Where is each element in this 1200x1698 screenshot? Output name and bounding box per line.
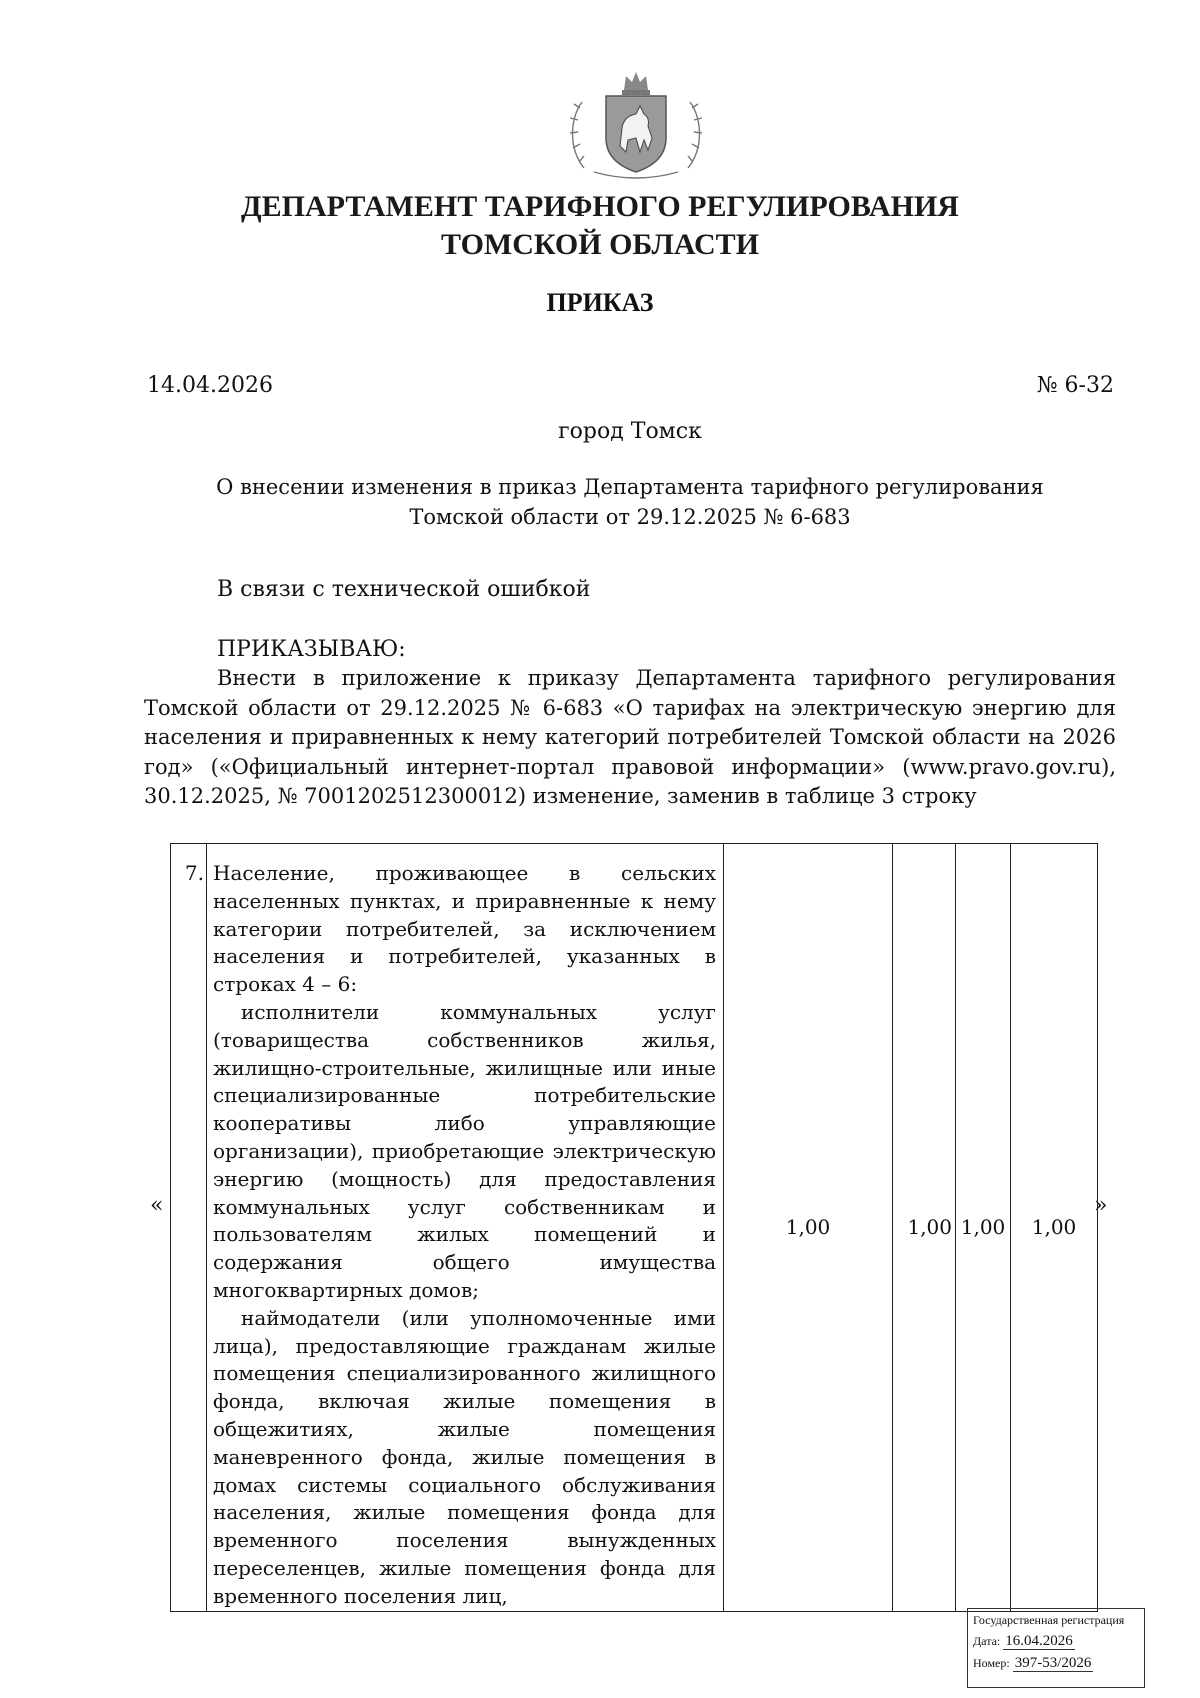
tariff-value-cell: 1,00 bbox=[956, 844, 1011, 1612]
document-city: город Томск bbox=[558, 419, 702, 444]
registration-date-label: Дата: bbox=[973, 1634, 1001, 1648]
tariff-value-cell: 1,00 bbox=[724, 844, 893, 1612]
registration-number-label: Номер: bbox=[973, 1656, 1010, 1670]
tomsk-coat-of-arms-emblem bbox=[566, 68, 706, 180]
description-paragraph-1: Население, проживающее в сельских населенных пунктах, и приравненные к нему категории потребителей, за исключением населения и потребителей, указанных в строках 4 – 6: bbox=[213, 861, 716, 997]
order-directive: ПРИКАЗЫВАЮ: bbox=[217, 637, 406, 662]
document-subject bbox=[180, 472, 1080, 532]
document-date: 14.04.2026 bbox=[147, 373, 273, 398]
amendment-table bbox=[170, 843, 1098, 1612]
department-title-line2: ТОМСКОЙ ОБЛАСТИ bbox=[440, 228, 760, 261]
opening-quote: « bbox=[150, 1193, 164, 1218]
row-description-cell bbox=[207, 844, 724, 1612]
registration-title: Государственная регистрация bbox=[973, 1613, 1125, 1627]
row-number-cell: 7. bbox=[171, 844, 207, 1612]
order-paragraph: Внести в приложение к приказу Департамента тарифного регулирования Томской области от 29.12.2025 № 6-683 «О тарифах на электрическую энергию для населения и приравненных к нему категорий потребителей Томской области на 2026 год» («Официальный интернет-портал правовой информации» (www.pravo.gov.ru), 30.12.2025, № 7001202512300012) изменение, заменив в таблице 3 строку bbox=[144, 666, 1116, 809]
registration-number-value: 397-53/2026 bbox=[1014, 1655, 1092, 1671]
department-title bbox=[0, 188, 1200, 264]
description-paragraph-3: наймодатели (или уполномоченные ими лица), предоставляющие гражданам жилые помещения специализированного жилищного фонда, включая жилые помещения в общежитиях, жилые помещения маневренного фонда, жилые помещения в домах системы социального обслуживания населения, жилые помещения фонда для временного поселения вынужденных переселенцев, жилые помещения фонда для временного поселения лиц, bbox=[213, 1305, 716, 1608]
subject-line2: Томской области от 29.12.2025 № 6-683 bbox=[409, 505, 851, 529]
reason-text: В связи с технической ошибкой bbox=[217, 577, 591, 602]
tariff-value-cell: 1,00 bbox=[1011, 844, 1098, 1612]
registration-stamp bbox=[967, 1608, 1145, 1688]
document-number: № 6-32 bbox=[1036, 373, 1114, 398]
table-row bbox=[171, 844, 1098, 1612]
document-type: ПРИКАЗ bbox=[546, 288, 654, 317]
tariff-value-cell: 1,00 bbox=[893, 844, 956, 1612]
closing-quote: » bbox=[1094, 1193, 1108, 1218]
department-title-line1: ДЕПАРТАМЕНТ ТАРИФНОГО РЕГУЛИРОВАНИЯ bbox=[241, 190, 959, 223]
registration-date-value: 16.04.2026 bbox=[1005, 1633, 1073, 1649]
description-paragraph-2: исполнители коммунальных услуг (товарищества собственников жилья, жилищно-строительные, жилищные или иные специализированные потребительские кооперативы либо управляющие организации), приобретающие электрическую энергию (мощность) для предоставления коммунальных услуг собственникам и пользователям жилых помещений и содержания общего имущества многоквартирных домов; bbox=[213, 999, 716, 1302]
subject-line1: О внесении изменения в приказ Департамента тарифного регулирования bbox=[216, 475, 1044, 499]
